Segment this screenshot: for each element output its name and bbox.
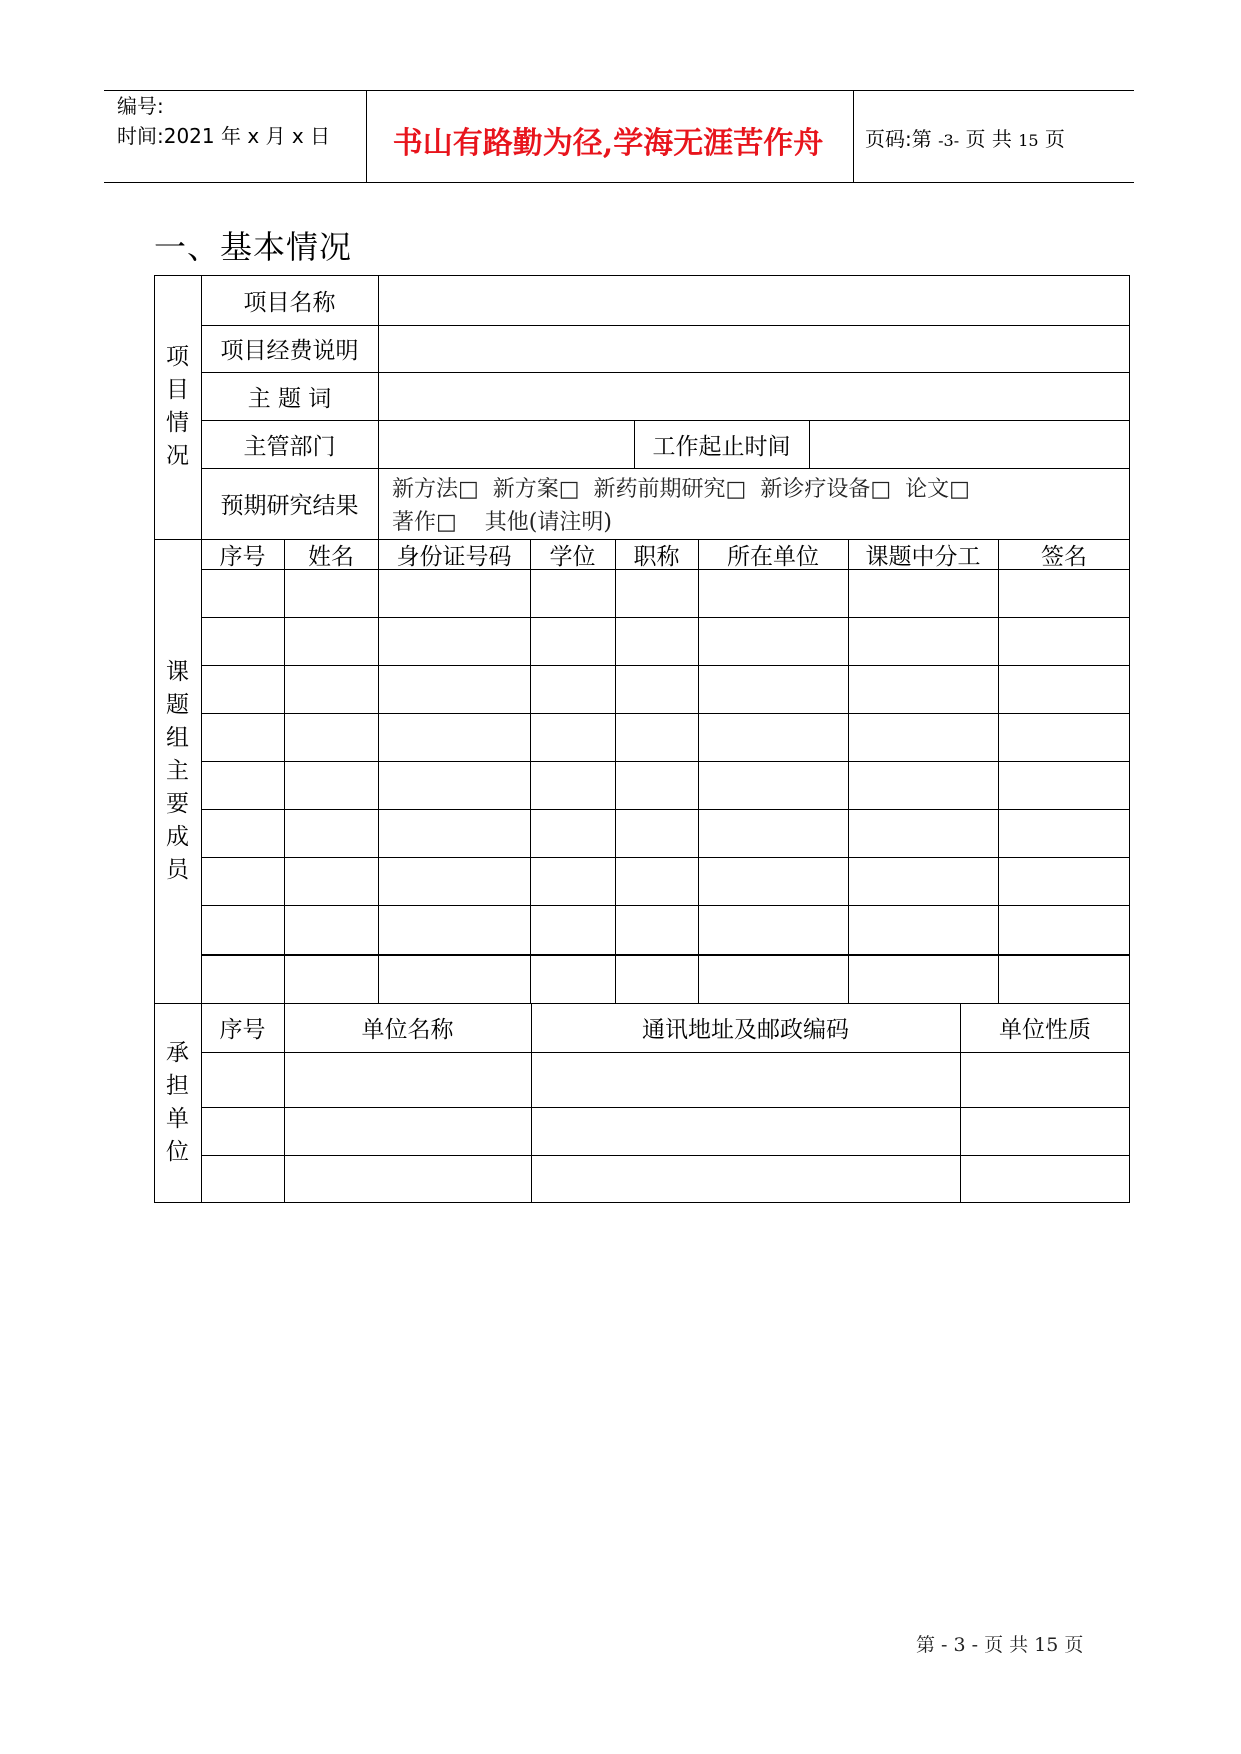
page-footer: 第 - 3 - 页 共 15 页 <box>916 1634 1084 1656</box>
page-end: 页 <box>1044 127 1065 151</box>
project-side-label: 项 目 情 况 <box>166 344 189 469</box>
member-col-name: 姓名 <box>308 543 354 570</box>
members-side-label: 课 题 组 主 要 成 员 <box>166 658 189 883</box>
header-divider-left <box>366 90 367 182</box>
expected-options-line-1[interactable]: 新方法□ 新方案□ 新药前期研究□ 新诊疗设备□ 论文□ <box>392 477 970 502</box>
project-name-field[interactable] <box>378 275 1130 325</box>
unit-col-address: 通讯地址及邮政编码 <box>642 1017 849 1043</box>
department-field[interactable] <box>378 420 634 468</box>
member-col-role: 课题中分工 <box>865 543 981 570</box>
member-col-unit: 所在单位 <box>727 543 819 570</box>
member-col-degree: 学位 <box>549 543 596 570</box>
header-page-indicator <box>865 123 1065 152</box>
document-date: 时间:2021 年 x 月 x 日 <box>117 124 331 148</box>
member-col-signature: 签名 <box>1041 543 1087 570</box>
expected-results-label: 预期研究结果 <box>220 493 359 519</box>
project-name-label: 项目名称 <box>243 289 336 316</box>
page-total: 15 <box>1018 131 1039 150</box>
header-divider-right <box>853 90 854 182</box>
work-period-label: 工作起止时间 <box>652 433 791 460</box>
unit-col-type: 单位性质 <box>999 1017 1091 1043</box>
document-number-label: 编号: <box>117 94 164 118</box>
header-motto: 书山有路勤为径,学海无涯苦作舟 <box>392 126 824 161</box>
keywords-field[interactable] <box>378 372 1130 420</box>
unit-col-name: 单位名称 <box>361 1017 454 1043</box>
unit-col-no: 序号 <box>219 1017 266 1043</box>
page-label: 页码:第 <box>865 127 932 151</box>
project-budget-field[interactable] <box>378 325 1130 372</box>
keywords-label: 主 题 词 <box>247 385 332 412</box>
page-current: -3- <box>938 131 960 150</box>
member-col-title: 职称 <box>633 543 680 570</box>
department-label: 主管部门 <box>243 433 336 460</box>
member-col-id: 身份证号码 <box>396 543 512 570</box>
units-side-label: 承 担 单 位 <box>166 1040 189 1165</box>
expected-results-options[interactable] <box>392 473 1112 539</box>
work-period-field[interactable] <box>809 420 1130 468</box>
page-mid: 页 共 <box>965 127 1012 151</box>
header-bottom-rule <box>104 182 1134 183</box>
expected-options-line-2[interactable]: 著作□ 其他(请注明) <box>392 510 612 535</box>
section-title: 一、基本情况 <box>154 228 353 266</box>
basic-info-form <box>154 275 1130 1203</box>
header-meta <box>117 91 330 151</box>
project-budget-label: 项目经费说明 <box>220 338 359 364</box>
member-col-no: 序号 <box>219 543 266 570</box>
